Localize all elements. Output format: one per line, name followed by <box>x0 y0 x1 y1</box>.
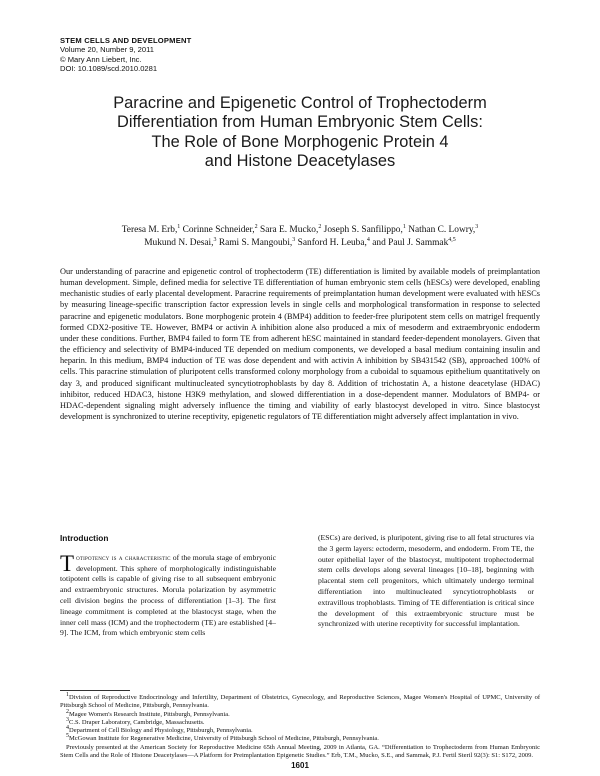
journal-volume: Volume 20, Number 9, 2011 <box>60 45 154 55</box>
author-name: Sara E. Mucko, <box>257 225 319 235</box>
author-name: and Paul J. Sammak <box>369 237 449 248</box>
author-name: Nathan C. Lowry, <box>405 225 476 235</box>
affiliation <box>60 735 540 743</box>
affil-number: 2 <box>66 708 69 715</box>
author-affil: 1 <box>402 223 406 230</box>
section-heading: Introduction <box>60 533 109 543</box>
journal-name: STEM CELLS AND DEVELOPMENT <box>60 36 192 45</box>
presented-note: Previously presented at the American Society for Reproductive Medicine 65th Annual Meeting, 2009 in Atlanta, GA. “Differentiation to Trophectoderm from Human Embryonic Stem Cells and the Role of Histone Deacetylases—A Platform for Preimplantation Epigenetic Studies.” Erb, T.M., Mucko, S.E., and Sammak, P.J. Fertil Steril 92(3): S1: S172, 2009. <box>60 743 540 760</box>
intro-paragraph <box>60 550 276 639</box>
title-line: Differentiation from Human Embryonic Stem Cells: <box>117 113 483 132</box>
article-title <box>40 94 560 172</box>
affil-number: 5 <box>66 733 69 740</box>
abstract: Our understanding of paracrine and epigenetic control of trophectoderm (TE) differentiation is limited by available models of preimplantation human development. Simple, defined media for selective TE differentiation of human embryonic stem cells (hESCs) were developed, enabling mechanistic studies of early placental development. Paracrine requirements of preimplantation human development were evaluated with hESCs by measuring lineage-specific transcription factor expression levels in single cells and morphological transformation in response to selected paracrine and epigenetic modulators. Bone morphogenic protein 4 (BMP4) addition to feeder-free pluripotent stem cells on matrigel frequently formed CDX2-positive TE. However, BMP4 or activin A inhibition alone also produced a mix of mesoderm and extraembryonic endoderm under these conditions. Further, BMP4 failed to form TE from adherent hESC maintained in standard feeder-dependent monolayers. Given that the efficiency and selectivity of BMP4-induced TE depended on medium components, we developed a basal medium containing insulin and heparin. In this medium, BMP4 induction of TE was dose dependent and with activin A inhibition by SB431542 (SB), approached 100% of cells. This paracrine stimulation of pluripotent cells transformed colony morphology from a cuboidal to squamous epithelium quantitatively on day 3, and produced significant multinucleated syncytiotrophoblasts by day 8. Addition of trichostatin A, a histone deacetylase (HDAC) inhibitor, reduced HDAC3, histone H3K9 methylation, and slowed differentiation in a dose-dependent manner. Modulators of BMP4- or HDAC-dependent signaling might adversely influence the timing and viability of early blastocyst developed in vitro. Since blastocyst development is synchronized to uterine receptivity, epigenetic regulators of TE differentiation might adversely affect implantation in vivo. <box>60 267 540 422</box>
author-affil: 2 <box>318 223 322 230</box>
affiliation <box>60 716 540 727</box>
affil-text: Division of Reproductive Endocrinology and Infertility, Department of Obstetrics, Gynecology, and Reproductive Sciences, Magee Women's Hospital of UPMC, University of Pittsburgh School of Medicine, Pittsburgh, Pennsylvania. <box>60 694 540 710</box>
footnote-rule <box>60 690 130 691</box>
author-affil: 2 <box>254 223 258 230</box>
author-name: Teresa M. Erb, <box>121 225 178 235</box>
author-name: Sanford H. Leuba, <box>295 237 367 248</box>
author-affil: 3 <box>292 236 296 243</box>
affil-number: 4 <box>66 725 69 732</box>
affil-text: McGowan Institute for Regenerative Medicine, University of Pittsburgh School of Medicine, Pittsburgh, Pennsylvania. <box>69 735 379 743</box>
affil-number: 3 <box>66 716 69 723</box>
journal-header <box>60 36 192 73</box>
author-name: Corinne Schneider, <box>180 225 255 235</box>
affil-text: Department of Cell Biology and Physiology, Pittsburgh, Pennsylvania. <box>69 727 253 735</box>
affil-text: Magee Women's Research Institute, Pittsburgh, Pennsylvania. <box>69 710 230 718</box>
intro-right-column <box>318 533 534 630</box>
affil-number: 1 <box>66 691 69 698</box>
author-name: Mukund N. Desai, <box>144 237 214 248</box>
affil-text: C.S. Draper Laboratory, Cambridge, Massachusetts. <box>69 718 205 726</box>
author-affil: 3 <box>213 236 217 243</box>
author-list <box>60 224 540 249</box>
title-line: and Histone Deacetylases <box>204 152 396 171</box>
intro-text-left: of the morula stage of embryonic development. This sphere of morphologically indistinguishable totipotent cells is capable of giving rise to all subsequent embryonic and extraembryonic structures. Morula polarization by asymmetric cell division begins the process of differentiation [1–3]. The first lineage commitment is completed at the blastocyst stage, when the inner cell mass (ICM) and the trophectoderm (TE) are established [4–9]. The ICM, from which embryonic stem cells <box>60 552 276 638</box>
journal-copyright: © Mary Ann Liebert, Inc. <box>60 54 142 64</box>
page-number: 1601 <box>291 761 309 770</box>
journal-doi: DOI: 10.1089/scd.2010.0281 <box>60 63 158 73</box>
author-line <box>60 224 540 237</box>
author-name: Rami S. Mangoubi, <box>216 237 293 248</box>
affiliation <box>60 691 540 711</box>
author-affil: 4,5 <box>448 236 456 243</box>
title-line: The Role of Bone Morphogenic Protein 4 <box>151 132 449 151</box>
author-affil: 3 <box>475 223 479 230</box>
drop-cap: T <box>60 550 75 576</box>
intro-text-right: (ESCs) are derived, is pluripotent, giving rise to all fetal structures via the 3 germ layers: ectoderm, mesoderm, and endoderm. From TE, the outer epithelial layer of the blastocyst, multipotent trophectodermal stem cells develops along several lineages [10–18], beginning with placental stem cell progenitors, which ultimately undergo terminal differentiation into multinucleated syncytiotrophoblasts or extravillous trophoblasts. Timing of TE differentiation is critical since the development of this extraembryonic structure must be synchronized with uterine receptivity for successful implantation. <box>318 533 534 629</box>
author-line <box>60 237 540 250</box>
author-affil: 4 <box>366 236 370 243</box>
author-name: Joseph S. Sanfilippo, <box>321 225 403 235</box>
title-line: Paracrine and Epigenetic Control of Trophectoderm <box>113 94 487 112</box>
intro-left-column <box>60 533 276 639</box>
affiliations <box>60 691 540 760</box>
intro-smallcaps: otipotency is a characteristic <box>76 552 171 562</box>
author-affil: 1 <box>177 223 181 230</box>
affiliation <box>60 708 540 719</box>
